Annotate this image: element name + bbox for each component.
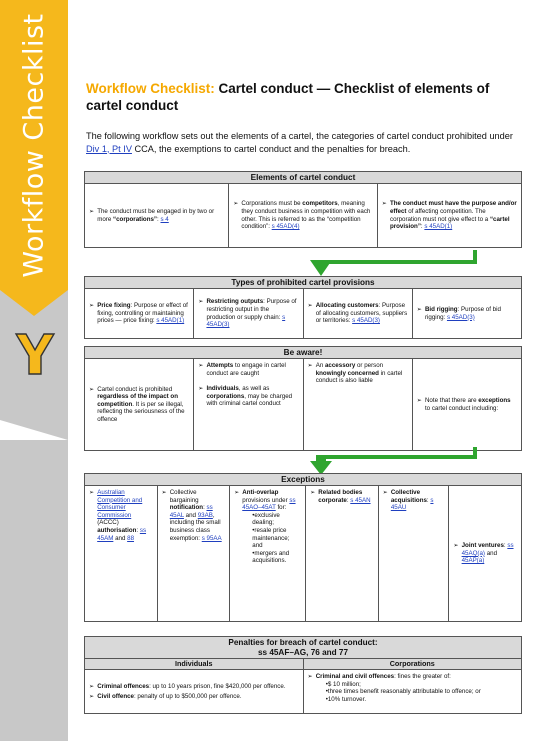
link-s4[interactable]: s 4	[160, 215, 169, 223]
link-s45an[interactable]: s 45AN	[350, 496, 371, 504]
sidebar-notch	[0, 290, 68, 316]
aware-cell-2: ➢ Attempts to engage in cartel conduct are caught ➢ Individuals, as well as corporations, may be charged with criminal cartel conduct	[194, 359, 303, 451]
link-s45au[interactable]: s 45AU	[390, 496, 434, 512]
logo-y-icon	[14, 330, 56, 378]
penalties-table	[84, 636, 522, 714]
anti-overlap-item: • exclusive dealing;	[252, 512, 301, 527]
corp-penalty-item: • $ 10 million;	[326, 681, 481, 689]
exceptions-cell-related-bodies: ➢ Related bodies corporate: s 45AN	[306, 486, 379, 622]
intro-text-end: CCA, the exemptions to cartel conduct and the penalties for breach.	[131, 143, 411, 154]
types-table	[84, 276, 522, 339]
corp-penalty-item: • 10% turnover.	[326, 696, 481, 704]
aware-cell-3: ➢ An accessory or person knowingly concerned in cartel conduct is also liable	[303, 359, 412, 451]
types-heading: Types of prohibited cartel provisions	[85, 277, 522, 289]
col-corporations: Corporations	[303, 659, 522, 670]
elements-cell-2: ➢ Corporations must be competitors, meaning they conduct business in competition with each other. This is referred to as the “competition condition”: s 45AD(4)	[229, 184, 378, 248]
link-s45ad1[interactable]: s 45AD(1)	[424, 223, 453, 231]
exceptions-table	[84, 473, 522, 622]
anti-overlap-item: • mergers and acquisitions.	[252, 550, 301, 565]
types-cell-price-fixing: ➢ Price fixing: Purpose or effect of fixing, controlling or maintaining prices — price fixing: s 45AD(1)	[85, 289, 194, 339]
link-s45am[interactable]: ss 45AM	[97, 526, 147, 542]
link-s45ao[interactable]: ss 45AO–45AT	[242, 496, 296, 512]
exceptions-cell-collective-bargaining: ➢ Collective bargaining notification: ss 45AL and 93AB, including the small business class exemption: s 95AA	[157, 486, 230, 622]
exceptions-cell-collective-acquisitions: ➢ Collective acquisitions: s 45AU	[378, 486, 449, 622]
sidebar-title: Workflow Checklist	[18, 12, 50, 278]
title-prefix: Workflow Checklist:	[86, 81, 215, 96]
penalties-corporations-cell: ➢ Criminal and civil offences: fines the greater of: • $ 10 million; • three times benefit reasonably attributable to offence; or • 10% turnover.	[303, 670, 522, 714]
aware-cell-4: ➢ Note that there are exceptions to cartel conduct including:	[412, 359, 521, 451]
link-price-fixing[interactable]: s 45AD(1)	[156, 317, 185, 325]
types-cell-allocating-customers: ➢ Allocating customers: Purpose of allocating customers, suppliers or territories: s 45AD(3)	[303, 289, 412, 339]
aware-heading: Be aware!	[85, 347, 522, 359]
link-s45ad4[interactable]: s 45AD(4)	[271, 223, 300, 231]
penalties-individuals-cell: ➢ Criminal offences: up to 10 years prison, fine $420,000 per offence. ➢ Civil offence: penalty of up to $500,000 per offence.	[85, 670, 304, 714]
link-accc[interactable]: Australian Competition and Consumer Commission	[97, 489, 143, 519]
link-s95aa[interactable]: s 95AA	[201, 534, 222, 542]
link-s45aq[interactable]: ss 45AQ(a)	[461, 542, 514, 557]
exceptions-cell-accc: ➢ Australian Competition and Consumer Commission (ACCC) authorisation: ss 45AM and 88	[85, 486, 158, 622]
sidebar-title-panel	[0, 0, 68, 290]
link-s45al[interactable]: ss 45AL	[169, 504, 213, 519]
penalties-heading	[85, 637, 522, 659]
exceptions-cell-joint-ventures: ➢ Joint ventures: ss 45AQ(a) and 45AP(a)	[449, 486, 522, 622]
exceptions-heading: Exceptions	[85, 474, 522, 486]
col-individuals: Individuals	[85, 659, 304, 670]
aware-table	[84, 346, 522, 451]
intro-paragraph	[86, 130, 526, 155]
penalties-heading-line2: ss 45AF–AG, 76 and 77	[257, 647, 349, 657]
corp-penalty-item: • three times benefit reasonably attributable to offence; or	[326, 688, 481, 696]
page-title	[86, 80, 516, 114]
link-93ab[interactable]: 93AB	[197, 511, 213, 519]
types-cell-restricting-outputs: ➢ Restricting outputs: Purpose of restricting output in the production or supply chain: s 45AD(3)	[194, 289, 303, 339]
elements-cell-1: ➢ The conduct must be engaged in by two or more “corporations”: s 4	[85, 184, 229, 248]
elements-table	[84, 171, 522, 248]
link-bid-rigging[interactable]: s 45AD(3)	[446, 313, 475, 321]
anti-overlap-item: • resale price maintenance; and	[252, 527, 301, 550]
link-45ap[interactable]: 45AP(a)	[461, 557, 485, 565]
intro-link[interactable]: Div 1, Pt IV	[86, 143, 132, 154]
elements-cell-3: ➢ The conduct must have the purpose and/or effect of affecting competition. The corporation must not give effect to a “cartel provision”: s 45AD(1)	[377, 184, 521, 248]
link-restricting-outputs[interactable]: s 45AD(3)	[206, 313, 286, 329]
penalties-heading-line1: Penalties for breach of cartel conduct:	[228, 638, 378, 647]
aware-cell-1: ➢ Cartel conduct is prohibited regardless of the impact on competition. It is per se illegal, reflecting the seriousness of the offence	[85, 359, 194, 451]
link-allocating-customers[interactable]: s 45AD(3)	[352, 317, 380, 325]
link-s88[interactable]: 88	[127, 534, 135, 542]
elements-heading: Elements of cartel conduct	[85, 172, 522, 184]
types-cell-bid-rigging: ➢ Bid rigging: Purpose of bid rigging: s 45AD(3)	[412, 289, 521, 339]
sidebar-cut	[0, 420, 68, 440]
intro-text: The following workflow sets out the elements of a cartel, the categories of cartel conduct prohibited under	[86, 131, 513, 141]
exceptions-cell-anti-overlap: ➢ Anti-overlap provisions under ss 45AO–45AT for: • exclusive dealing; • resale price maintenance; and • mergers and acquisitions.	[230, 486, 306, 622]
title-main: Cartel conduct — Checklist of elements of cartel conduct	[86, 81, 490, 113]
